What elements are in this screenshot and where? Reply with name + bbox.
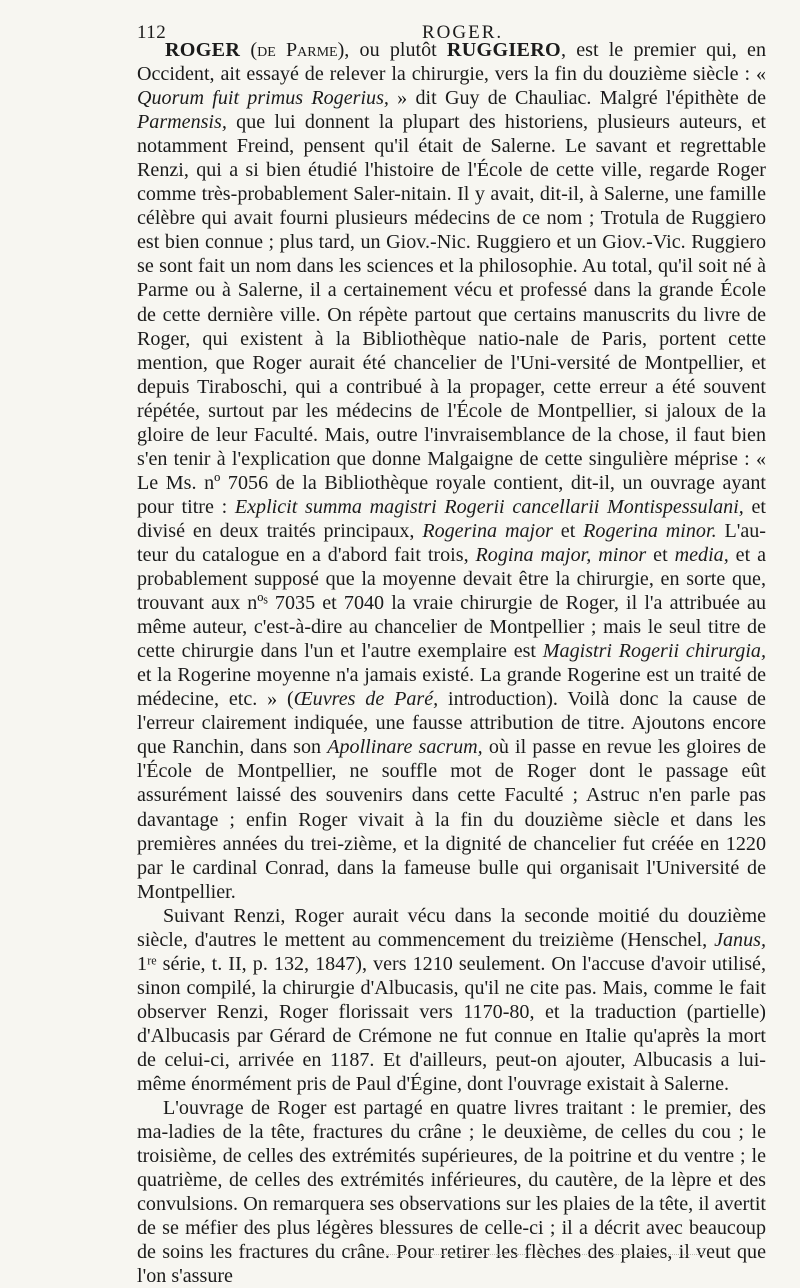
- entry-qualifier: de Parme: [257, 39, 338, 61]
- journal-title: Janus,: [714, 928, 766, 951]
- text-run: et: [646, 543, 675, 566]
- book-title: Œuvres de Paré,: [293, 688, 439, 711]
- italic-term: Rogerina major: [422, 519, 553, 542]
- text-run: et a probablement supposé que la moyenne devait être la chirurgie, en sorte que, trouvant aux nºˢ 7035 et 7040 la vraie chirurgie de Roger, il l'a attribuée au même auteur, c'est-à-dire au chancelier de Montpellier ; mais le seul titre de cette chirurgie dans l'un et l'autre exemplaire est: [137, 543, 767, 663]
- text-run: L'ouvrage de Roger est partagé en quatre livres traitant : le premier, des ma-ladies de la tête, fractures du crâne ; le deuxième, de celles du cou ; le troisième, de celles des extrémités supérieures, de la poitrine et du ventre ; le quatrième, de celles des extrémités inférieures, du cautère, de la lèpre et des convulsions. On remarquera ses observations sur les plaies de la tête, il avertit de se méfier des plus légères blessures de celle-ci ; il a décrit avec beaucoup de soins les fractures du crâne. Pour retirer les flèches des plaies, il veut que l'on s'assure: [137, 1097, 766, 1288]
- text-run: » dit Guy de Chauliac. Malgré l'épithète de: [388, 87, 766, 110]
- italic-term: Rogerina minor.: [583, 519, 717, 542]
- entry-headword: ROGER: [165, 39, 241, 61]
- paragraph-1: [137, 38, 766, 904]
- entry-variant-name: RUGGIERO: [446, 39, 561, 61]
- text-run: 1ʳᵉ série, t. II, p. 132, 1847), vers 1210 seulement. On l'accuse d'avoir utilisé, sinon compilé, la chirurgie d'Albucasis, qu'il ne cite pas. Mais, comme le fait observer Renzi, Roger florissait vers 1170-80, et la traduction (partielle) d'Albucasis par Gérard de Crémone ne fut connue en Italie qu'après la mort de celui-ci, arrivée en 1187. Et d'ailleurs, peut-on ajouter, Albucasis a lui-même énormément pris de Paul d'Égine, dont l'ouvrage existait à Salerne.: [137, 952, 766, 1096]
- text-run: , est le premier qui, en Occident, ait essayé de relever la chirurgie, vers la fin du douzième siècle : «: [137, 39, 766, 86]
- text-run: et la Rogerine moyenne n'a jamais existé. La grande Rogerine est un traité de médecine, etc. » (: [137, 664, 766, 711]
- italic-term: Rogina major, minor: [475, 543, 647, 566]
- manuscript-title: Explicit summa magistri Rogerii cancellarii Montispessulani,: [234, 495, 744, 518]
- text-run: et divisé en deux traités principaux,: [137, 495, 767, 542]
- text-run: que lui donnent la plupart des historiens, plusieurs auteurs, et notamment Freind, pensent qu'il était de Salerne. Le savant et regrettable Renzi, qui a si bien étudié l'histoire de l'École de cette ville, regarde Roger comme très-probablement Saler-nitain. Il y avait, dit-il, à Salerne, une famille célèbre qui avait fourni plusieurs médecins de ce nom ; Trotula de Ruggiero est bien connue ; plus tard, un Giov.-Nic. Ruggiero et un Giov.-Vic. Ruggiero se sont fait un nom dans les sciences et la philosophie. Au total, qu'il soit né à Parme ou à Salerne, il a certainement vécu et professé dans la grande École de cette dernière ville. On répète partout que certains manuscrits du livre de Roger, qui existent à la Bibliothèque natio-nale de Paris, portent cette mention, que Roger aurait été chancelier de l'Uni-versité de Montpellier, et depuis Tiraboschi, qui a contribué à la propager, cette erreur a été souvent répétée, surtout par les médecins de l'École de Montpellier, si jaloux de la gloire de leur Faculté. Mais, outre l'invraisemblance de la chose, il faut bien s'en tenir à l'explication que donne Malgaigne de cette singulière méprise : « Le Ms. nº 7056 de la Bibliothèque royale contient, dit-il, un ouvrage ayant pour titre :: [137, 111, 766, 518]
- page-number: 112: [137, 22, 167, 43]
- text-run: (: [240, 39, 258, 61]
- text-run: introduction). Voilà donc la cause de l'erreur clairement indiquée, une fausse attribution de titre. Ajoutons encore que Ranchin, dans son: [137, 688, 766, 759]
- italic-term: Parmensis,: [137, 111, 227, 134]
- paragraph-3: [137, 1096, 766, 1288]
- manuscript-title: Magistri Rogerii chirurgia,: [542, 640, 766, 663]
- running-head: [137, 12, 766, 43]
- text-run: L'au-teur du catalogue en a d'abord fait trois,: [137, 519, 766, 566]
- text-run: où il passe en revue les gloires de l'École de Montpellier, ne souffle mot de Roger dont le passage eût assurément laissé des souvenirs dans cette Faculté ; Astruc n'en parle pas davantage ; enfin Roger vivait à la fin du douzième siècle et dans les premières années du trei-zième, et la dignité de chancelier fut créée en 1220 par le cardinal Conrad, dans la fameuse bulle qui organisait l'Université de Montpellier.: [137, 736, 766, 903]
- latin-quote: Quorum fuit primus Rogerius,: [137, 87, 389, 110]
- text-run: Suivant Renzi, Roger aurait vécu dans la seconde moitié du douzième siècle, d'autres le mettent au commencement du treizième (Henschel,: [137, 904, 766, 951]
- page-bottom-rule: [380, 1254, 705, 1255]
- text-run: et: [552, 519, 584, 542]
- text-run: ), ou plutôt: [337, 39, 447, 61]
- article-body: [137, 38, 766, 1288]
- running-title: ROGER.: [422, 22, 504, 43]
- book-title: Apollinare sacrum,: [327, 736, 483, 759]
- italic-term: media,: [674, 543, 729, 566]
- paragraph-2: [137, 904, 766, 1096]
